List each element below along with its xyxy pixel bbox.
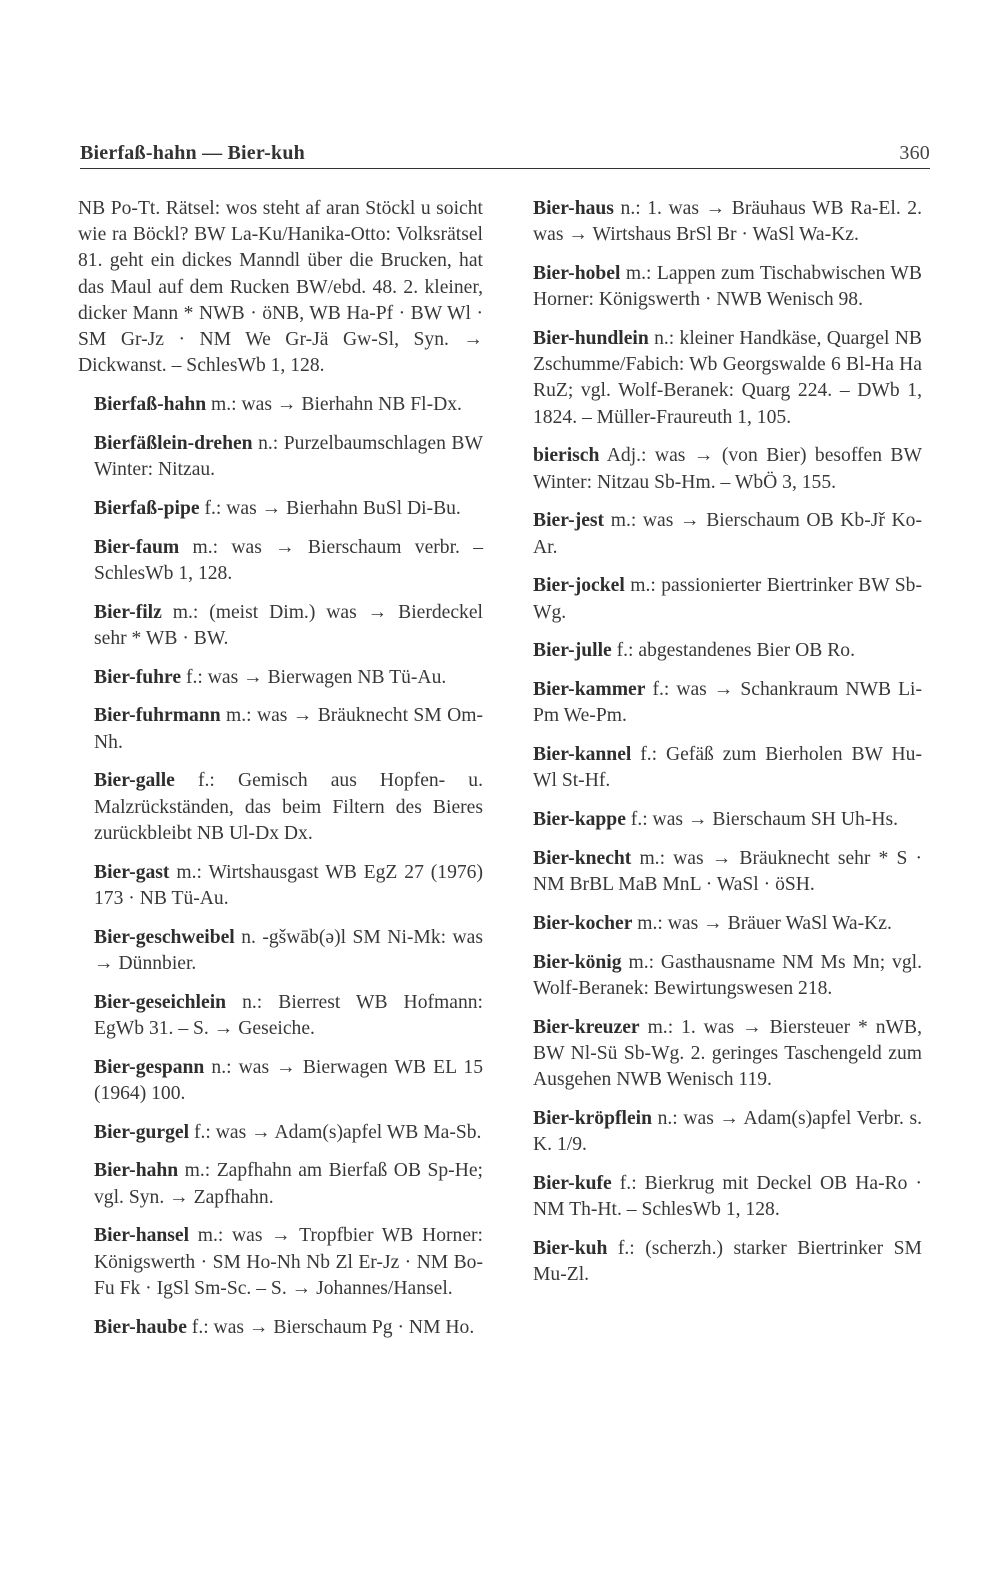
entry-headword: Bier-hahn [94,1160,179,1182]
left-column [78,196,483,1353]
left-entries [78,392,483,1341]
entry-headword: Bier-fuhre [94,666,182,688]
entry-headword: Bier-jest [533,510,605,532]
entry-definition: m.: 1. was → Biersteuer * nWB, BW Nl-Sü Sb-Wg. 2. geringes Taschengeld zum Ausgehen NWB Wenisch 119. [533,1016,922,1091]
entry-headword: Bier-hansel [94,1225,190,1247]
entry-headword: Bierfäßlein-drehen [94,432,253,454]
entry-headword: Bierfaß-pipe [94,497,200,519]
dictionary-entry [517,911,922,937]
entry-definition: m.: (meist Dim.) was → Bierdeckel sehr * WB · BW. [94,601,483,649]
dictionary-entry [517,1106,922,1158]
right-entries [517,196,922,1288]
dictionary-entry [78,1055,483,1107]
entry-definition: f.: abgestandenes Bier OB Ro. [616,640,855,662]
page-number: 360 [899,142,930,164]
dictionary-entry [78,990,483,1042]
entry-headword: Bier-jockel [533,575,625,597]
entry-definition: f.: Bierkrug mit Deckel OB Ha-Ro · NM Th-Ht. – SchlesWb 1, 128. [533,1173,922,1221]
dictionary-entry [517,950,922,1002]
entry-definition: m.: was → Bräuer WaSl Wa-Kz. [637,913,892,934]
entry-headword: Bier-haube [94,1316,187,1338]
dictionary-entry [78,665,483,691]
dictionary-entry [517,846,922,898]
dictionary-entry [517,807,922,833]
entry-headword: Bier-hobel [533,263,621,284]
dictionary-entry [78,1223,483,1302]
page-title: Bierfaß-hahn — Bier-kuh [80,142,306,164]
running-header [80,138,930,169]
entry-headword: Bier-knecht [533,848,632,869]
dictionary-entry [517,326,922,431]
dictionary-entry [78,496,483,522]
dictionary-entry [78,1315,483,1341]
dictionary-entry [517,573,922,625]
entry-headword: bierisch [533,445,600,467]
entry-definition: f.: Gemisch aus Hopfen- u. Malzrückständen, das beim Filtern des Bieres zurückbleibt NB Ul-Dx Dx. [94,770,483,844]
entry-definition: n.: Purzelbaumschlagen BW Winter: Nitzau. [94,432,483,481]
entry-definition: f.: was → Bierhahn BuSl Di-Bu. [204,497,461,519]
right-column [517,196,922,1301]
entry-definition: m.: Gasthausname NM Ms Mn; vgl. Wolf-Beranek: Bewirtungswesen 218. [533,951,922,999]
dictionary-entry [78,860,483,912]
entry-definition: f.: was → Bierschaum Pg · NM Ho. [191,1316,475,1338]
dictionary-entry [517,443,922,495]
entry-definition: f.: was → Bierwagen NB Tü-Au. [185,666,447,688]
dictionary-entry [78,392,483,418]
entry-headword: Bier-geseichlein [94,991,227,1013]
entry-definition: n.: Bierrest WB Hofmann: EgWb 31. – S. → Geseiche. [94,991,483,1039]
entry-definition: m.: Lappen zum Tischabwischen WB Horner: Königswerth · NWB Wenisch 98. [533,263,922,311]
entry-definition: n.: was → Adam(s)apfel Verbr. s. K. 1/9. [533,1108,922,1156]
dictionary-entry [78,703,483,755]
dictionary-entry [78,431,483,483]
entry-headword: Bier-faum [94,536,180,558]
entry-definition: f.: was → Schankraum NWB Li-Pm We-Pm. [533,679,923,727]
dictionary-entry [517,261,922,313]
entry-definition: Adj.: was → (von Bier) besoffen BW Winter: Nitzau Sb-Hm. – WbÖ 3, 155. [533,445,922,493]
entry-definition: m.: was → Bräuknecht sehr * S · NM BrBL MaB MnL · WaSl · öSH. [533,848,922,896]
dictionary-entry [517,677,922,729]
dictionary-entry [517,1171,922,1223]
entry-headword: Bier-gast [94,861,170,883]
entry-definition: n.: 1. was → Bräuhaus WB Ra-El. 2. was → Wirtshaus BrSl Br · WaSl Wa-Kz. [533,198,922,246]
entry-definition: m.: Wirtshausgast WB EgZ 27 (1976) 173 · NB Tü-Au. [94,861,483,909]
entry-definition: m.: Zapfhahn am Bierfaß OB Sp-He; vgl. Syn. → Zapfhahn. [94,1160,483,1208]
entry-definition: m.: was → Tropfbier WB Horner: Königswerth · SM Ho-Nh Nb Zl Er-Jz · NM Bo-Fu Fk · IgSl Sm-Sc. – S. → Johannes/Hansel. [94,1225,483,1299]
entry-definition: m.: was → Bierhahn NB Fl-Dx. [211,394,462,416]
dictionary-entry [78,925,483,977]
entry-headword: Bier-filz [94,601,162,623]
entry-headword: Bier-kröpflein [533,1108,652,1129]
entry-definition: n.: was → Bierwagen WB EL 15 (1964) 100. [94,1056,483,1104]
entry-headword: Bier-hundlein [533,328,649,349]
entry-headword: Bier-kuh [533,1238,608,1259]
entry-definition: m.: was → Bräuknecht SM Om-Nh. [94,705,483,753]
entry-headword: Bierfaß-hahn [94,394,207,416]
entry-headword: Bier-kocher [533,913,633,934]
entry-headword: Bier-kreuzer [533,1016,640,1038]
entry-headword: Bier-gespann [94,1056,205,1078]
entry-definition: m.: was → Bierschaum OB Kb-Jř Ko-Ar. [533,510,922,558]
entry-headword: Bier-galle [94,770,175,792]
entry-headword: Bier-kannel [533,744,632,766]
entry-definition: f.: Gefäß zum Bierholen BW Hu-Wl St-Hf. [533,744,922,792]
entry-headword: Bier-haus [533,198,614,219]
entry-headword: Bier-fuhrmann [94,705,221,727]
entry-headword: Bier-kufe [533,1173,612,1194]
entry-definition: m.: was → Bierschaum verbr. – SchlesWb 1, 128. [94,536,483,584]
entry-headword: Bier-kammer [533,679,646,701]
dictionary-entry [517,196,922,248]
dictionary-entry [517,742,922,794]
dictionary-entry [78,768,483,847]
dictionary-entry [78,535,483,587]
entry-definition: n.: kleiner Handkäse, Quargel NB Zschumme/Fabich: Wb Georgswalde 6 Bl-Ha Ha RuZ; vgl. Wolf-Beranek: Quarg 224. – DWb 1, 1824. – Müller-Fraureuth 1, 105. [533,328,922,428]
entry-continuation: NB Po-Tt. Rätsel: wos steht af aran Stöckl u soicht wie ra Böckl? BW La-Ku/Hanika-Otto: Volksrätsel 81. geht ein dickes Manndl über die Brucken, hat das Maul auf dem Rucken BW/ebd. 48. 2. kleiner, dicker Mann * NWB · öNB, WB Ha-Pf · BW Wl · SM Gr-Jz · NM We Gr-Jä Gw-Sl, Syn. → Dickwanst. – SchlesWb 1, 128. [78,198,483,377]
dictionary-entry [517,1236,922,1288]
entry-definition: n. -gšwāb(ə)l SM Ni-Mk: was → Dünnbier. [94,926,483,974]
entry-headword: Bier-gurgel [94,1121,190,1143]
entry-definition: f.: was → Adam(s)apfel WB Ma-Sb. [193,1121,482,1143]
dictionary-entry [517,508,922,560]
entry-headword: Bier-kappe [533,809,626,831]
dictionary-entry [78,1158,483,1210]
entry-definition: f.: (scherzh.) starker Biertrinker SM Mu-Zl. [533,1238,922,1286]
dictionary-entry [517,638,922,664]
dictionary-entry [517,1015,922,1094]
entry-headword: Bier-geschweibel [94,926,235,948]
entry-headword: Bier-julle [533,640,612,662]
entry-headword: Bier-könig [533,951,622,973]
dictionary-entry [78,600,483,652]
entry-definition: m.: passionierter Biertrinker BW Sb-Wg. [533,575,922,623]
dictionary-entry [78,1120,483,1146]
entry-definition: f.: was → Bierschaum SH Uh-Hs. [630,809,899,831]
